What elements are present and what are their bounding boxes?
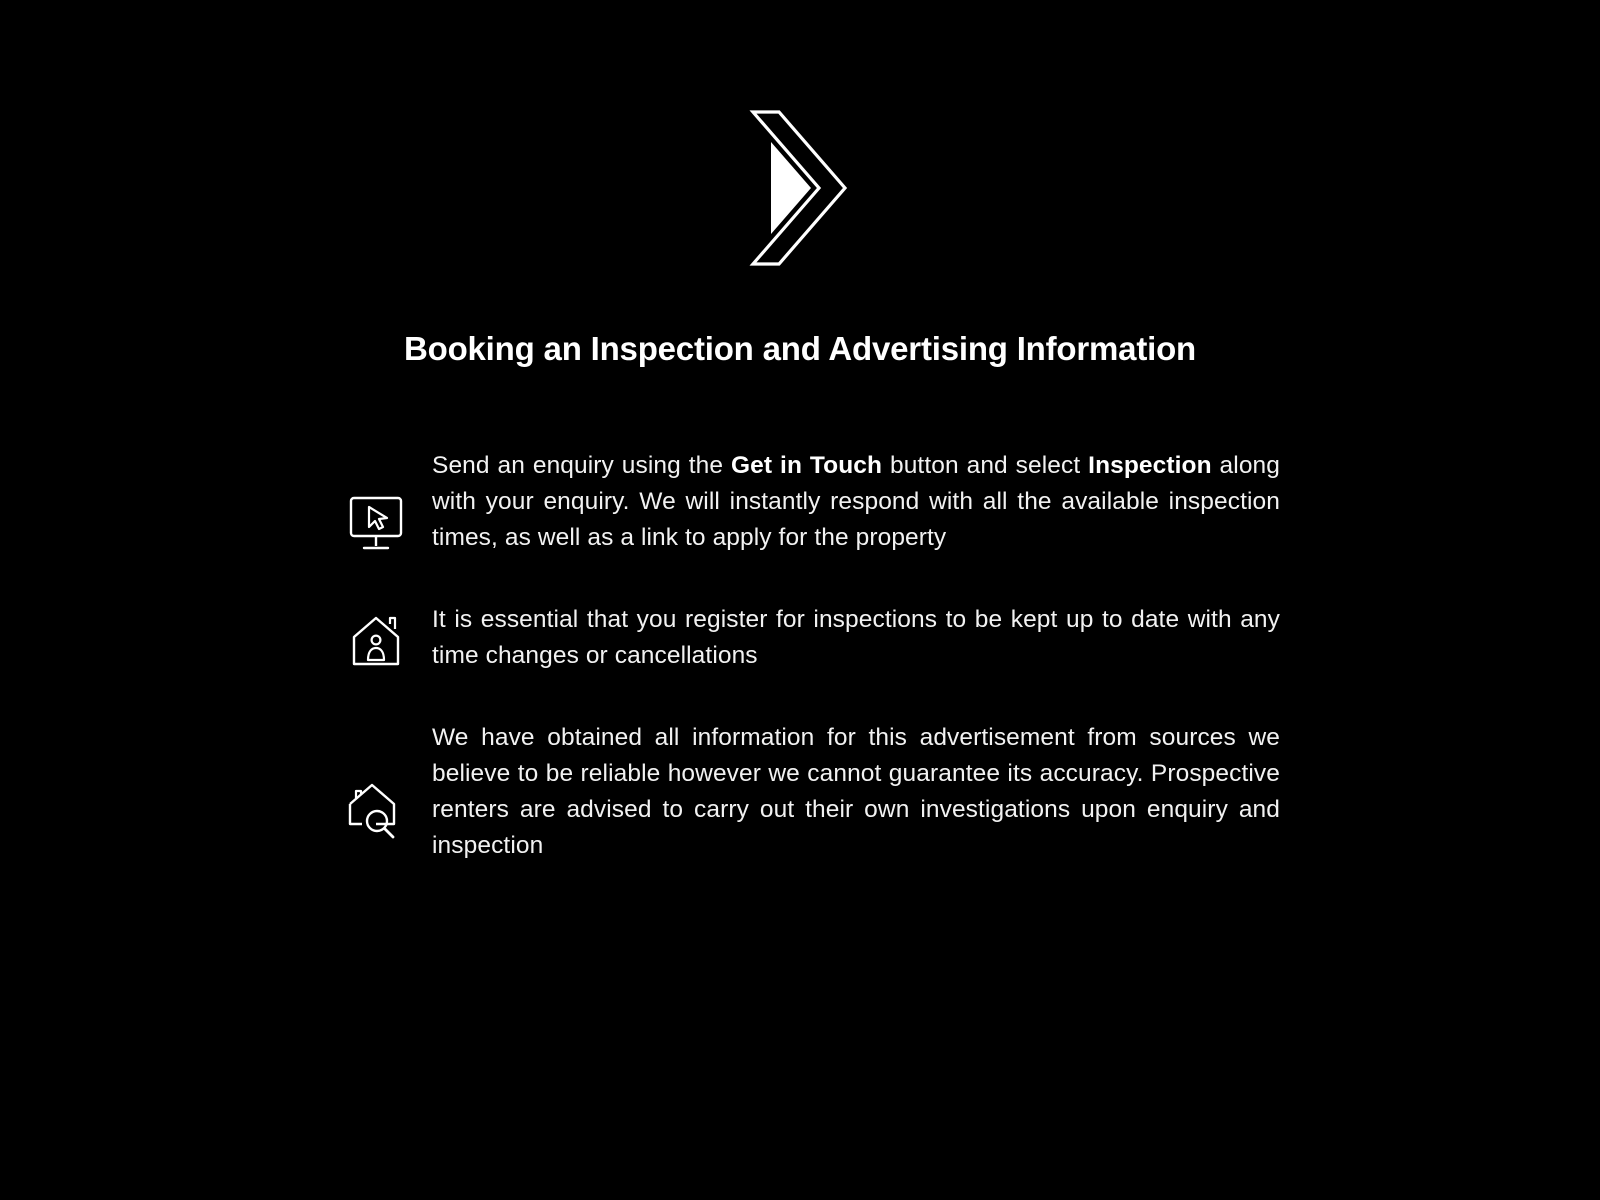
text-after: along with your enquiry. We will instantly respond with all the available inspection times, as well as a link to apply for the property: [432, 452, 1281, 551]
list-item: [320, 448, 1280, 556]
list-item: [320, 720, 1280, 864]
emphasis-inspection: Inspection: [1088, 452, 1212, 479]
emphasis-get-in-touch: Get in Touch: [731, 452, 883, 479]
text-middle: button and select: [882, 452, 1089, 479]
chevron-right-outline-logo: [745, 108, 855, 268]
monitor-cursor-icon: [320, 448, 432, 554]
list-item-text: [432, 448, 1280, 556]
info-list: [320, 448, 1280, 904]
text-before: Send an enquiry using the: [432, 452, 732, 479]
list-item-text: It is essential that you register for inspections to be kept up to date with any time changes or cancellations: [432, 606, 1280, 669]
page-title: Booking an Inspection and Advertising Information: [403, 330, 1196, 367]
list-item: [320, 602, 1280, 674]
list-item-text: We have obtained all information for this advertisement from sources we believe to be reliable however we cannot guarantee its accuracy. Prospective renters are advised to carry out their own investigations upon enquiry and inspection: [432, 724, 1280, 859]
brand-logo: [0, 108, 1600, 268]
house-magnifier-icon: [320, 720, 432, 840]
house-person-icon: [320, 602, 432, 672]
